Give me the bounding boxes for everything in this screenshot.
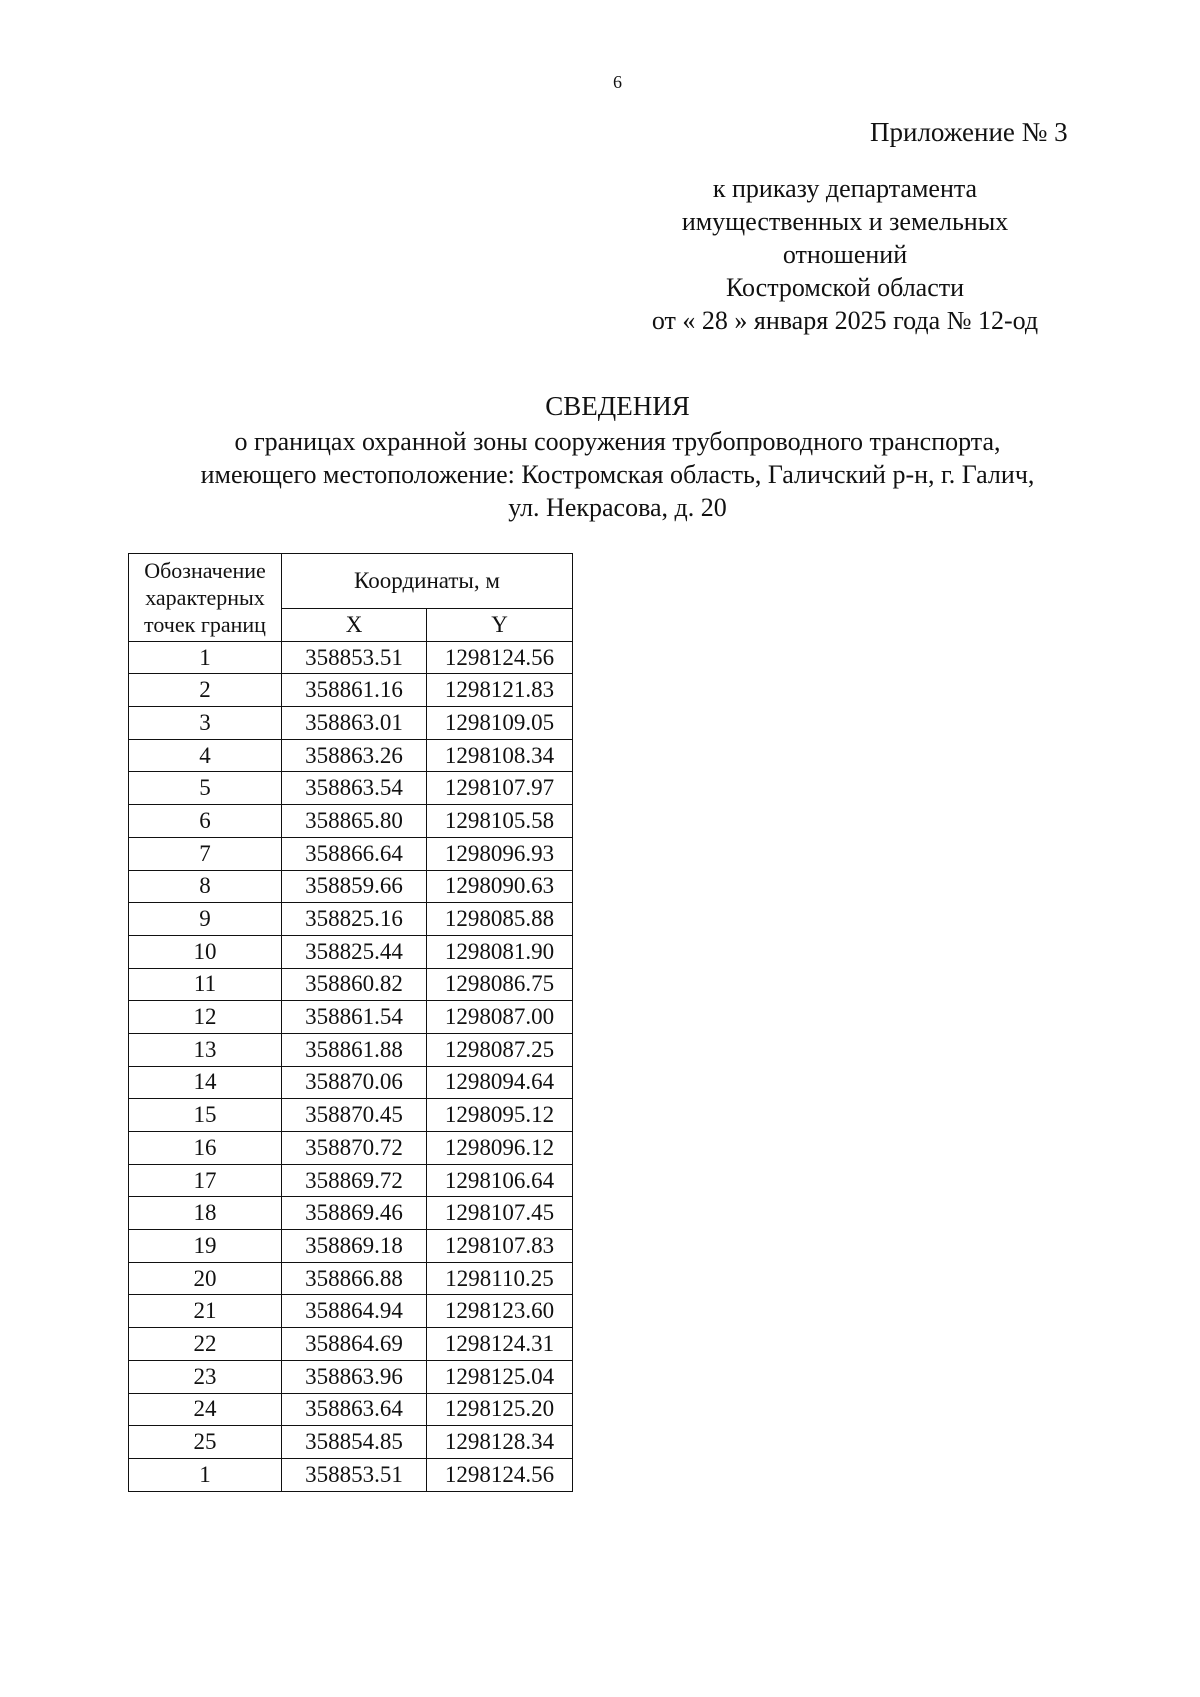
y-coordinate-cell: 1298105.58 [427,805,573,838]
x-coordinate-cell: 358863.54 [282,772,427,805]
y-coordinate-cell: 1298123.60 [427,1295,573,1328]
table-row [129,805,573,838]
x-coordinate-cell: 358853.51 [282,1458,427,1491]
point-number-cell: 24 [129,1393,282,1426]
point-number-cell: 3 [129,707,282,740]
order-ref-line: имущественных и земельных [681,207,1009,236]
table-row [129,1164,573,1197]
header-y: Y [427,609,573,642]
table-row [129,1360,573,1393]
y-coordinate-cell: 1298108.34 [427,739,573,772]
y-coordinate-cell: 1298121.83 [427,674,573,707]
x-coordinate-cell: 358869.18 [282,1230,427,1263]
x-coordinate-cell: 358870.45 [282,1099,427,1132]
table-row [129,1393,573,1426]
point-number-cell: 20 [129,1262,282,1295]
x-coordinate-cell: 358865.80 [282,805,427,838]
x-coordinate-cell: 358863.01 [282,707,427,740]
point-number-cell: 18 [129,1197,282,1230]
x-coordinate-cell: 358866.88 [282,1262,427,1295]
y-coordinate-cell: 1298125.04 [427,1360,573,1393]
subtitle-line: имеющего местоположение: Костромская область, Галичский р-н, г. Галич, [200,460,1035,489]
document-subtitle [0,425,1200,524]
point-number-cell: 22 [129,1328,282,1361]
header-x: X [282,609,427,642]
table-row [129,1001,573,1034]
appendix-label: Приложение № 3 [870,117,1068,147]
table-row [129,1197,573,1230]
y-coordinate-cell: 1298090.63 [427,870,573,903]
y-coordinate-cell: 1298125.20 [427,1393,573,1426]
point-number-cell: 23 [129,1360,282,1393]
table-row [129,935,573,968]
table-row [129,1066,573,1099]
table-row [129,1458,573,1491]
header-designation-line: характерных [145,584,265,610]
x-coordinate-cell: 358863.26 [282,739,427,772]
table-row [129,674,573,707]
x-coordinate-cell: 358825.16 [282,903,427,936]
y-coordinate-cell: 1298096.93 [427,837,573,870]
x-coordinate-cell: 358864.69 [282,1328,427,1361]
table-row [129,1132,573,1165]
table-row [129,1328,573,1361]
header-coordinates: Координаты, м [282,554,573,609]
x-coordinate-cell: 358861.16 [282,674,427,707]
table-row [129,968,573,1001]
y-coordinate-cell: 1298124.31 [427,1328,573,1361]
x-coordinate-cell: 358863.64 [282,1393,427,1426]
point-number-cell: 10 [129,935,282,968]
point-number-cell: 8 [129,870,282,903]
x-coordinate-cell: 358861.88 [282,1033,427,1066]
x-coordinate-cell: 358870.72 [282,1132,427,1165]
x-coordinate-cell: 358863.96 [282,1360,427,1393]
coordinates-table [128,553,573,1492]
order-ref-line: Костромской области [725,273,965,302]
point-number-cell: 2 [129,674,282,707]
y-coordinate-cell: 1298096.12 [427,1132,573,1165]
point-number-cell: 5 [129,772,282,805]
point-number-cell: 15 [129,1099,282,1132]
y-coordinate-cell: 1298107.97 [427,772,573,805]
point-number-cell: 6 [129,805,282,838]
y-coordinate-cell: 1298109.05 [427,707,573,740]
order-ref-line: отношений [782,240,908,269]
x-coordinate-cell: 358864.94 [282,1295,427,1328]
y-coordinate-cell: 1298094.64 [427,1066,573,1099]
y-coordinate-cell: 1298087.25 [427,1033,573,1066]
header-designation [129,554,282,642]
y-coordinate-cell: 1298128.34 [427,1426,573,1459]
point-number-cell: 4 [129,739,282,772]
x-coordinate-cell: 358866.64 [282,837,427,870]
table-row [129,1099,573,1132]
y-coordinate-cell: 1298107.45 [427,1197,573,1230]
point-number-cell: 14 [129,1066,282,1099]
point-number-cell: 19 [129,1230,282,1263]
y-coordinate-cell: 1298086.75 [427,968,573,1001]
page-number: 6 [613,72,622,92]
subtitle-line: ул. Некрасова, д. 20 [508,493,727,522]
y-coordinate-cell: 1298107.83 [427,1230,573,1263]
y-coordinate-cell: 1298106.64 [427,1164,573,1197]
point-number-cell: 9 [129,903,282,936]
header-designation-line: точек границ [144,611,266,637]
order-ref-line: к приказу департамента [712,174,978,203]
y-coordinate-cell: 1298085.88 [427,903,573,936]
point-number-cell: 25 [129,1426,282,1459]
x-coordinate-cell: 358869.72 [282,1164,427,1197]
table-row [129,837,573,870]
document-title: СВЕДЕНИЯ [545,391,690,421]
table-row [129,739,573,772]
x-coordinate-cell: 358870.06 [282,1066,427,1099]
y-coordinate-cell: 1298124.56 [427,1458,573,1491]
point-number-cell: 12 [129,1001,282,1034]
point-number-cell: 16 [129,1132,282,1165]
table-row [129,1262,573,1295]
table-row [129,1033,573,1066]
x-coordinate-cell: 358825.44 [282,935,427,968]
table-row [129,1295,573,1328]
point-number-cell: 21 [129,1295,282,1328]
subtitle-line: о границах охранной зоны сооружения трубопроводного транспорта, [234,427,1001,456]
table-row [129,707,573,740]
y-coordinate-cell: 1298081.90 [427,935,573,968]
x-coordinate-cell: 358861.54 [282,1001,427,1034]
y-coordinate-cell: 1298110.25 [427,1262,573,1295]
coordinates-table-body [129,641,573,1491]
table-row [129,903,573,936]
point-number-cell: 17 [129,1164,282,1197]
point-number-cell: 11 [129,968,282,1001]
y-coordinate-cell: 1298124.56 [427,641,573,674]
table-row [129,1230,573,1263]
point-number-cell: 7 [129,837,282,870]
x-coordinate-cell: 358859.66 [282,870,427,903]
point-number-cell: 1 [129,1458,282,1491]
order-reference [610,172,1080,337]
x-coordinate-cell: 358854.85 [282,1426,427,1459]
table-row [129,641,573,674]
table-row [129,870,573,903]
point-number-cell: 13 [129,1033,282,1066]
table-row [129,1426,573,1459]
x-coordinate-cell: 358860.82 [282,968,427,1001]
x-coordinate-cell: 358869.46 [282,1197,427,1230]
y-coordinate-cell: 1298087.00 [427,1001,573,1034]
point-number-cell: 1 [129,641,282,674]
order-ref-line: от « 28 » января 2025 года № 12-од [651,306,1039,335]
header-designation-line: Обозначение [144,557,266,583]
table-row [129,772,573,805]
x-coordinate-cell: 358853.51 [282,641,427,674]
y-coordinate-cell: 1298095.12 [427,1099,573,1132]
